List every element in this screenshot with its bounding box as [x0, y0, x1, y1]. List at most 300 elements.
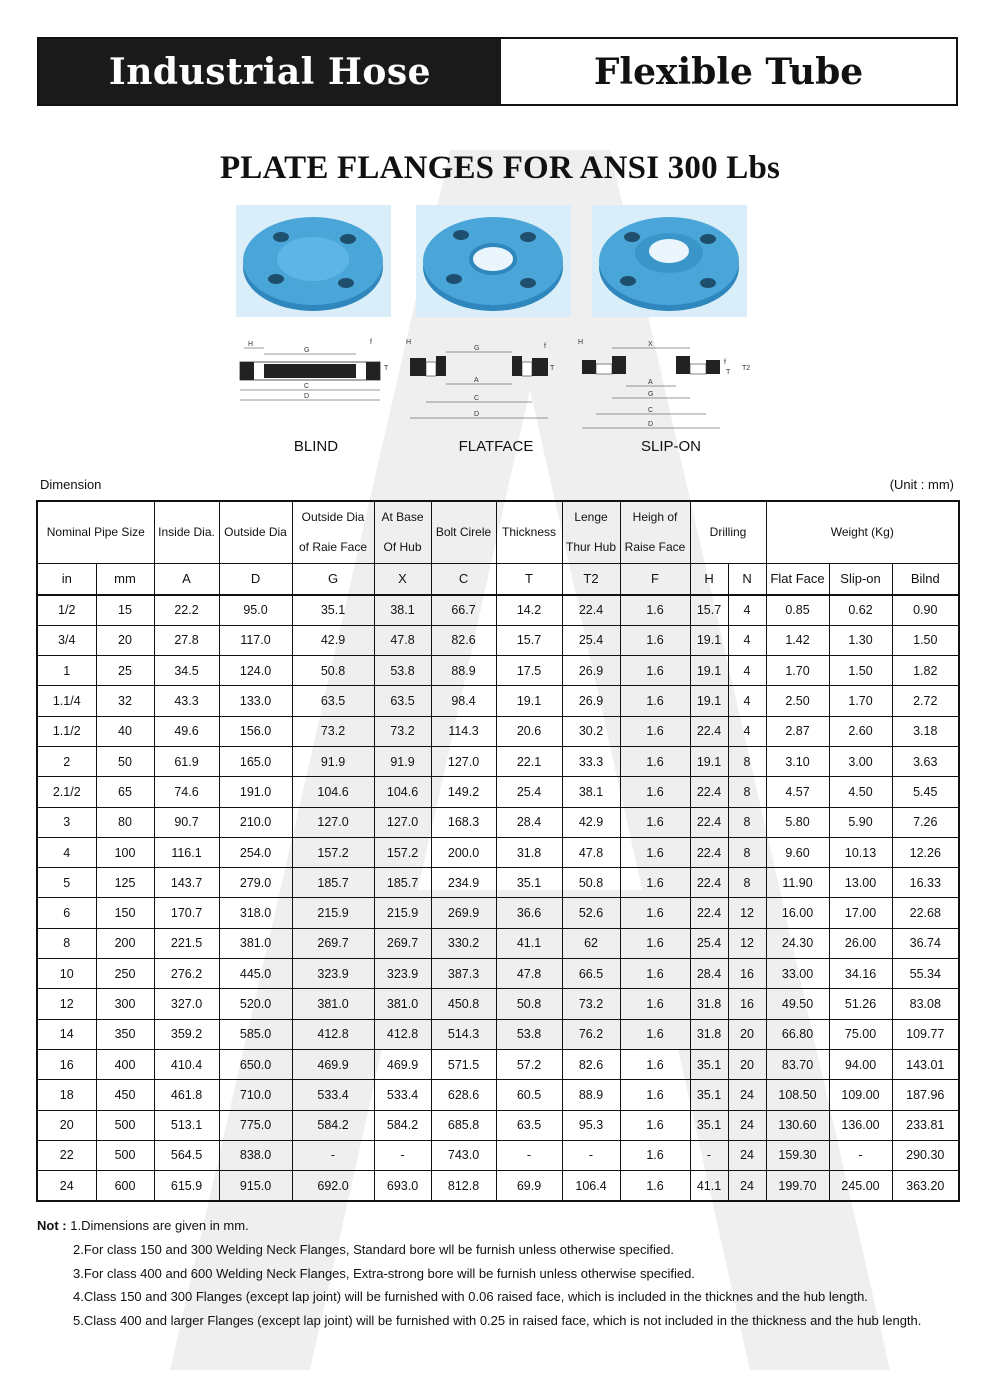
table-cell: 25.4 [690, 928, 728, 958]
table-cell: 4 [728, 595, 766, 625]
table-row [37, 746, 959, 776]
table-cell: 199.70 [766, 1171, 829, 1201]
table-cell: 57.2 [496, 1049, 562, 1079]
table-cell: 584.2 [292, 1110, 374, 1140]
table-cell: 269.9 [431, 898, 496, 928]
table-cell: 615.9 [154, 1171, 219, 1201]
dimension-label: Dimension [40, 477, 102, 492]
header-nominal-pipe-size: Nominal Pipe Size [37, 501, 154, 563]
table-header-row-2 [37, 563, 959, 595]
header-right-title: Flexible Tube [501, 39, 956, 104]
table-cell: 1.6 [620, 656, 690, 686]
table-cell: 469.9 [374, 1049, 431, 1079]
table-cell: 8 [728, 746, 766, 776]
table-cell: 1.6 [620, 716, 690, 746]
header-lenge-line2: Thur Hub [566, 540, 617, 555]
table-cell: 83.70 [766, 1049, 829, 1079]
table-row [37, 777, 959, 807]
table-cell: 215.9 [292, 898, 374, 928]
diagram-label-c: C [304, 383, 310, 390]
table-cell: 1.6 [620, 686, 690, 716]
table-cell: 66.7 [431, 595, 496, 625]
table-cell: 381.0 [374, 989, 431, 1019]
table-cell: 279.0 [219, 868, 292, 898]
table-cell: 65 [96, 777, 154, 807]
table-cell: 50.8 [292, 656, 374, 686]
diagram-label-d: D [648, 421, 654, 428]
table-cell: 25 [96, 656, 154, 686]
table-cell: 19.1 [690, 746, 728, 776]
table-cell: 323.9 [292, 959, 374, 989]
table-cell: 83.08 [892, 989, 959, 1019]
table-cell: 359.2 [154, 1019, 219, 1049]
table-cell: 16 [728, 989, 766, 1019]
table-cell: 117.0 [219, 625, 292, 655]
table-cell: 40 [96, 716, 154, 746]
table-cell: 710.0 [219, 1080, 292, 1110]
table-cell: 461.8 [154, 1080, 219, 1110]
header-sub-cell: X [374, 563, 431, 595]
table-cell: 1.6 [620, 928, 690, 958]
table-cell: 127.0 [292, 807, 374, 837]
table-cell: 6 [37, 898, 96, 928]
page-title: PLATE FLANGES FOR ANSI 300 Lbs [219, 150, 781, 186]
table-cell: 8 [728, 837, 766, 867]
table-cell: 450.8 [431, 989, 496, 1019]
header-heigh-line1: Heigh of [632, 510, 678, 525]
notes-lead: Not : [37, 1218, 67, 1233]
slip-on-flange-diagram [578, 334, 758, 436]
header-sub-cell: C [431, 563, 496, 595]
table-cell: 22.1 [496, 746, 562, 776]
table-cell: 1.6 [620, 1171, 690, 1201]
table-row [37, 1049, 959, 1079]
table-row [37, 686, 959, 716]
table-cell: 8 [728, 807, 766, 837]
diagram-label-h: H [406, 339, 412, 346]
table-cell: 363.20 [892, 1171, 959, 1201]
table-cell: 1/2 [37, 595, 96, 625]
table-cell: 63.5 [374, 686, 431, 716]
table-cell: 1.50 [892, 625, 959, 655]
table-cell: 36.6 [496, 898, 562, 928]
table-cell: 7.26 [892, 807, 959, 837]
table-cell: 323.9 [374, 959, 431, 989]
table-cell: 82.6 [431, 625, 496, 655]
table-cell: 61.9 [154, 746, 219, 776]
table-cell: 187.96 [892, 1080, 959, 1110]
table-cell: 24 [728, 1080, 766, 1110]
table-cell: 290.30 [892, 1140, 959, 1170]
table-cell: 143.7 [154, 868, 219, 898]
table-cell: 88.9 [562, 1080, 620, 1110]
table-cell: 22.4 [690, 868, 728, 898]
table-cell: 24.30 [766, 928, 829, 958]
header-left-title: Industrial Hose [39, 39, 501, 104]
table-cell: 82.6 [562, 1049, 620, 1079]
table-cell: 50.8 [562, 868, 620, 898]
table-cell: 100 [96, 837, 154, 867]
table-cell: 150 [96, 898, 154, 928]
table-cell: 125 [96, 868, 154, 898]
table-cell: - [690, 1140, 728, 1170]
header-sub-cell: in [37, 563, 96, 595]
table-cell: 31.8 [690, 1019, 728, 1049]
note-line-2: 2.For class 150 and 300 Welding Neck Flanges, Standard bore wll be furnish unless otherwise specified. [73, 1241, 674, 1257]
table-cell: 269.7 [374, 928, 431, 958]
table-row [37, 868, 959, 898]
table-cell: 24 [728, 1171, 766, 1201]
table-cell: 400 [96, 1049, 154, 1079]
table-cell: 30.2 [562, 716, 620, 746]
table-cell: 20.6 [496, 716, 562, 746]
table-cell: 513.1 [154, 1110, 219, 1140]
table-cell: 98.4 [431, 686, 496, 716]
header-at-base-of-hub [374, 501, 431, 563]
table-cell: 16 [37, 1049, 96, 1079]
diagram-label-f: f [370, 339, 372, 346]
table-cell: 15.7 [690, 595, 728, 625]
table-cell: 1.70 [829, 686, 892, 716]
table-cell: 1.6 [620, 746, 690, 776]
table-cell: 104.6 [292, 777, 374, 807]
table-cell: 685.8 [431, 1110, 496, 1140]
table-cell: 14.2 [496, 595, 562, 625]
table-cell: - [374, 1140, 431, 1170]
table-cell: 109.77 [892, 1019, 959, 1049]
header-bolt-circle: Bolt Cirele [431, 501, 496, 563]
header-weight: Weight (Kg) [766, 501, 959, 563]
header-drilling: Drilling [690, 501, 766, 563]
table-cell: 22 [37, 1140, 96, 1170]
table-cell: 571.5 [431, 1049, 496, 1079]
table-cell: 500 [96, 1110, 154, 1140]
table-cell: 200 [96, 928, 154, 958]
table-cell: 1.1/4 [37, 686, 96, 716]
table-cell: 915.0 [219, 1171, 292, 1201]
table-cell: 18 [37, 1080, 96, 1110]
header-sub-cell: G [292, 563, 374, 595]
table-cell: 41.1 [690, 1171, 728, 1201]
table-cell: 52.6 [562, 898, 620, 928]
table-cell: 4 [728, 625, 766, 655]
header-sub-cell: F [620, 563, 690, 595]
diagram-label-h: H [248, 341, 254, 348]
table-cell: 19.1 [690, 625, 728, 655]
table-cell: 55.34 [892, 959, 959, 989]
diagram-label-d: D [304, 393, 310, 400]
table-cell: 53.8 [374, 656, 431, 686]
table-cell: 1.6 [620, 898, 690, 928]
table-row [37, 1080, 959, 1110]
table-cell: 12 [728, 898, 766, 928]
table-cell: 22.4 [562, 595, 620, 625]
table-row [37, 989, 959, 1019]
table-cell: 127.0 [374, 807, 431, 837]
table-cell: 31.8 [690, 989, 728, 1019]
note-line-5: 5.Class 400 and larger Flanges (except lap joint) will be furnished with 0.25 in raised face, which is not included in the thickness and the hub length. [73, 1313, 922, 1329]
diagram-label-g: G [304, 347, 310, 354]
table-cell: 22.4 [690, 898, 728, 928]
table-cell: 114.3 [431, 716, 496, 746]
table-cell: 254.0 [219, 837, 292, 867]
table-cell: 12.26 [892, 837, 959, 867]
note-line-1 [37, 1214, 921, 1238]
table-cell: 2 [37, 746, 96, 776]
table-cell: 4.50 [829, 777, 892, 807]
table-row [37, 595, 959, 625]
table-cell: 63.5 [292, 686, 374, 716]
table-header-row-1 [37, 501, 959, 563]
table-row [37, 625, 959, 655]
table-cell: 35.1 [496, 868, 562, 898]
header-outside-dia-raise-face [292, 501, 374, 563]
blind-flange-image [236, 205, 391, 317]
table-cell: 1.6 [620, 959, 690, 989]
table-cell: 24 [728, 1140, 766, 1170]
table-cell: 50 [96, 746, 154, 776]
table-row [37, 837, 959, 867]
table-cell: 469.9 [292, 1049, 374, 1079]
table-cell: 221.5 [154, 928, 219, 958]
table-cell: 14 [37, 1019, 96, 1049]
table-cell: 133.0 [219, 686, 292, 716]
table-cell: 1.6 [620, 1019, 690, 1049]
header-heigh-line2: Raise Face [624, 540, 686, 555]
table-cell: 35.1 [690, 1080, 728, 1110]
unit-label: (Unit : mm) [889, 477, 954, 492]
header-height-raise-face [620, 501, 690, 563]
diagram-label-t2: T2 [742, 365, 751, 372]
table-cell: 250 [96, 959, 154, 989]
table-cell: 5.80 [766, 807, 829, 837]
table-cell: 136.00 [829, 1110, 892, 1140]
table-cell: 4 [728, 656, 766, 686]
header-outside-dia-raise-face-line1: Outside Dia [301, 510, 365, 525]
table-row [37, 656, 959, 686]
table-cell: 38.1 [562, 777, 620, 807]
table-cell: 2.87 [766, 716, 829, 746]
table-cell: 1.6 [620, 989, 690, 1019]
table-cell: 130.60 [766, 1110, 829, 1140]
table-cell: 35.1 [690, 1110, 728, 1140]
table-cell: 9.60 [766, 837, 829, 867]
table-row [37, 898, 959, 928]
table-cell: 22.4 [690, 807, 728, 837]
table-cell: 22.4 [690, 777, 728, 807]
table-cell: 1 [37, 656, 96, 686]
table-cell: 95.3 [562, 1110, 620, 1140]
table-cell: 1.6 [620, 777, 690, 807]
table-cell: 628.6 [431, 1080, 496, 1110]
table-row [37, 807, 959, 837]
blind-flange-diagram [234, 334, 394, 436]
table-cell: 25.4 [562, 625, 620, 655]
table-cell: 4 [37, 837, 96, 867]
table-body [37, 595, 959, 1201]
table-cell: 22.2 [154, 595, 219, 625]
table-cell: 2.50 [766, 686, 829, 716]
table-cell: 38.1 [374, 595, 431, 625]
table-cell: 17.00 [829, 898, 892, 928]
header-sub-cell: T2 [562, 563, 620, 595]
flange-label-blind: BLIND [293, 438, 339, 455]
table-cell: 26.9 [562, 656, 620, 686]
table-cell: 13.00 [829, 868, 892, 898]
notes-section [37, 1214, 921, 1333]
table-cell: 445.0 [219, 959, 292, 989]
table-cell: 170.7 [154, 898, 219, 928]
table-cell: 22.68 [892, 898, 959, 928]
table-cell: 4.57 [766, 777, 829, 807]
table-cell: 3.10 [766, 746, 829, 776]
diagram-label-c: C [648, 407, 654, 414]
table-cell: 24 [37, 1171, 96, 1201]
flange-label-flatface: FLATFACE [458, 438, 534, 455]
table-cell: 143.01 [892, 1049, 959, 1079]
table-cell: 16 [728, 959, 766, 989]
table-cell: 16.00 [766, 898, 829, 928]
header-sub-cell: Bilnd [892, 563, 959, 595]
table-cell: 16.33 [892, 868, 959, 898]
note-text-1: 1.Dimensions are given in mm. [70, 1218, 249, 1233]
table-cell: 104.6 [374, 777, 431, 807]
table-cell: 4 [728, 686, 766, 716]
table-cell: 26.00 [829, 928, 892, 958]
table-cell: 51.26 [829, 989, 892, 1019]
table-cell: 43.3 [154, 686, 219, 716]
table-cell: 17.5 [496, 656, 562, 686]
table-cell: - [829, 1140, 892, 1170]
table-row [37, 928, 959, 958]
header-sub-cell: T [496, 563, 562, 595]
table-cell: 88.9 [431, 656, 496, 686]
table-cell: 600 [96, 1171, 154, 1201]
table-cell: 1.6 [620, 1049, 690, 1079]
table-cell: 8 [728, 868, 766, 898]
table-cell: 387.3 [431, 959, 496, 989]
table-cell: 157.2 [374, 837, 431, 867]
table-cell: 42.9 [292, 625, 374, 655]
table-cell: 3.18 [892, 716, 959, 746]
diagram-label-t: T [726, 369, 731, 376]
diagram-label-f: f [544, 343, 546, 350]
table-cell: 35.1 [690, 1049, 728, 1079]
header-sub-cell: H [690, 563, 728, 595]
header-banner [37, 37, 958, 106]
table-cell: 1.6 [620, 1080, 690, 1110]
table-cell: 20 [728, 1019, 766, 1049]
table-cell: 210.0 [219, 807, 292, 837]
table-cell: 33.00 [766, 959, 829, 989]
diagram-label-a: A [474, 377, 479, 384]
table-cell: 34.5 [154, 656, 219, 686]
table-cell: 2.72 [892, 686, 959, 716]
header-inside-dia: Inside Dia. [154, 501, 219, 563]
diagram-label-a: A [648, 379, 653, 386]
table-cell: 168.3 [431, 807, 496, 837]
table-cell: 269.7 [292, 928, 374, 958]
table-cell: 47.8 [374, 625, 431, 655]
table-cell: 53.8 [496, 1019, 562, 1049]
table-cell: 2.1/2 [37, 777, 96, 807]
header-sub-cell: Slip-on [829, 563, 892, 595]
table-cell: 215.9 [374, 898, 431, 928]
table-cell: 1.30 [829, 625, 892, 655]
table-cell: 19.1 [690, 656, 728, 686]
header-sub-cell: mm [96, 563, 154, 595]
table-cell: 584.2 [374, 1110, 431, 1140]
table-cell: 36.74 [892, 928, 959, 958]
table-row [37, 1171, 959, 1201]
table-cell: 165.0 [219, 746, 292, 776]
table-cell: 812.8 [431, 1171, 496, 1201]
table-cell: 381.0 [219, 928, 292, 958]
diagram-label-g: G [648, 391, 654, 398]
table-cell: 0.90 [892, 595, 959, 625]
diagram-label-t: T [384, 365, 389, 372]
table-cell: 74.6 [154, 777, 219, 807]
table-cell: 327.0 [154, 989, 219, 1019]
table-cell: 1.6 [620, 595, 690, 625]
table-cell: 533.4 [292, 1080, 374, 1110]
table-cell: 775.0 [219, 1110, 292, 1140]
table-cell: 5.45 [892, 777, 959, 807]
header-thickness: Thickness [496, 501, 562, 563]
table-cell: 2.60 [829, 716, 892, 746]
table-cell: 41.1 [496, 928, 562, 958]
table-cell: 300 [96, 989, 154, 1019]
table-cell: 156.0 [219, 716, 292, 746]
table-cell: 28.4 [496, 807, 562, 837]
diagram-label-c: C [474, 395, 480, 402]
table-cell: 69.9 [496, 1171, 562, 1201]
table-cell: 19.1 [690, 686, 728, 716]
table-cell: 22.4 [690, 716, 728, 746]
table-cell: 66.80 [766, 1019, 829, 1049]
table-cell: 20 [96, 625, 154, 655]
table-row [37, 1019, 959, 1049]
flatface-flange-diagram [404, 334, 564, 436]
table-cell: 108.50 [766, 1080, 829, 1110]
diagram-label-d: D [474, 411, 480, 418]
table-cell: 159.30 [766, 1140, 829, 1170]
table-cell: 233.81 [892, 1110, 959, 1140]
table-cell: 514.3 [431, 1019, 496, 1049]
table-cell: 26.9 [562, 686, 620, 716]
table-cell: 1.42 [766, 625, 829, 655]
slip-on-flange-image [592, 205, 747, 317]
table-cell: 1.6 [620, 868, 690, 898]
table-cell: 94.00 [829, 1049, 892, 1079]
table-cell: 1.1/2 [37, 716, 96, 746]
table-cell: 1.82 [892, 656, 959, 686]
table-cell: 47.8 [496, 959, 562, 989]
table-cell: 66.5 [562, 959, 620, 989]
table-cell: 381.0 [292, 989, 374, 1019]
table-cell: 533.4 [374, 1080, 431, 1110]
diagram-label-g: G [474, 345, 480, 352]
table-cell: 564.5 [154, 1140, 219, 1170]
table-cell: 0.85 [766, 595, 829, 625]
table-cell: 27.8 [154, 625, 219, 655]
table-cell: - [496, 1140, 562, 1170]
table-cell: 106.4 [562, 1171, 620, 1201]
table-cell: 49.6 [154, 716, 219, 746]
table-cell: 32 [96, 686, 154, 716]
table-row [37, 716, 959, 746]
table-cell: 20 [37, 1110, 96, 1140]
